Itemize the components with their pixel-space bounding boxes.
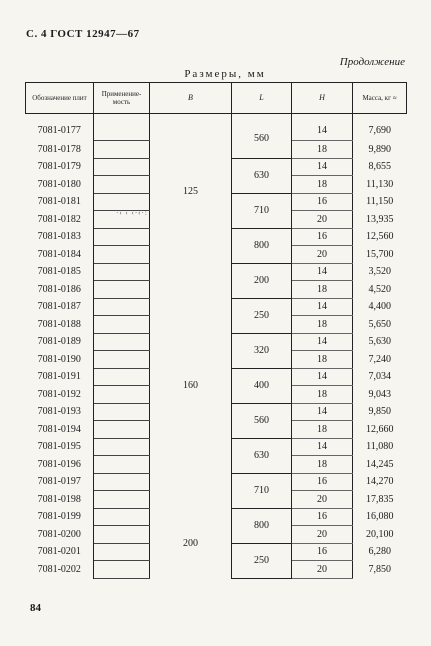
application-cell <box>94 491 150 509</box>
l-value-cell: 400 <box>232 368 292 403</box>
plate-code-cell: 7081-0189 <box>26 333 94 351</box>
application-cell <box>94 526 150 544</box>
l-value-cell: 560 <box>232 114 292 159</box>
plate-code-cell: 7081-0185 <box>26 263 94 281</box>
l-value-cell: 710 <box>232 473 292 508</box>
plate-code-cell: 7081-0179 <box>26 158 94 176</box>
l-value-cell: 710 <box>232 193 292 228</box>
mass-value-cell: 11,080 <box>366 441 394 453</box>
h-value-cell: 16 <box>292 508 353 526</box>
h-value-cell: 18 <box>292 176 353 194</box>
l-value-cell: 250 <box>232 298 292 333</box>
mass-value-cell: 7,690 <box>368 124 391 136</box>
application-cell <box>94 368 150 386</box>
col-b-header: B <box>150 83 232 114</box>
plate-code-cell: 7081-0201 <box>26 543 94 561</box>
application-cell <box>94 456 150 474</box>
mass-value-cell: 16,080 <box>366 511 394 523</box>
plate-code-cell: 7081-0202 <box>26 561 94 579</box>
mass-value-cell: 9,890 <box>368 143 391 155</box>
h-value-cell: 14 <box>292 158 353 176</box>
application-cell <box>94 438 150 456</box>
l-value-cell: 800 <box>232 228 292 263</box>
dimensions-caption: Размеры, мм <box>184 68 266 80</box>
h-value-cell: 18 <box>292 386 353 404</box>
b-value-cell: 160 <box>150 263 232 508</box>
application-cell <box>94 193 150 211</box>
h-value-cell: 14 <box>292 263 353 281</box>
plate-code-cell: 7081-0198 <box>26 491 94 509</box>
l-value-cell: 250 <box>232 543 292 578</box>
h-value-cell: 14 <box>292 438 353 456</box>
mass-value-cell: 5,650 <box>368 318 391 330</box>
mass-value-cell: 20,100 <box>366 528 394 540</box>
application-cell <box>94 298 150 316</box>
col-mass-header: Масса, кг ≈ <box>353 83 407 114</box>
table-row <box>26 263 407 281</box>
application-cell <box>94 561 150 579</box>
b-value-cell: 125 <box>150 114 232 264</box>
mass-value-cell: 4,520 <box>368 283 391 295</box>
stray-mark: ·› ‹ ‹·‹·: <box>116 209 148 217</box>
h-value-cell: 16 <box>292 193 353 211</box>
application-cell <box>94 473 150 491</box>
h-value-cell: 14 <box>292 368 353 386</box>
mass-value-cell: 6,280 <box>368 546 391 558</box>
h-value-cell: 18 <box>292 316 353 334</box>
mass-value-cell: 14,245 <box>366 458 394 470</box>
plate-code-cell: 7081-0181 <box>26 193 94 211</box>
application-cell <box>94 114 150 141</box>
mass-value-cell: 12,560 <box>366 231 394 243</box>
mass-value-cell: 4,400 <box>368 301 391 313</box>
table-header-row <box>26 83 407 114</box>
mass-value-cell: 3,520 <box>368 266 391 278</box>
l-value-cell: 800 <box>232 508 292 543</box>
mass-value-cell: 11,150 <box>366 196 394 208</box>
h-value-cell: 18 <box>292 141 353 159</box>
table-row <box>26 508 407 526</box>
h-value-cell: 18 <box>292 456 353 474</box>
col-application-header: Применение-мость <box>94 83 150 114</box>
continued-label: Продолжение <box>339 56 405 68</box>
l-value-cell: 560 <box>232 403 292 438</box>
plate-code-cell: 7081-0183 <box>26 228 94 246</box>
h-value-cell: 14 <box>292 114 353 141</box>
mass-value-cell: 12,660 <box>366 423 394 435</box>
h-value-cell: 14 <box>292 298 353 316</box>
application-cell <box>94 158 150 176</box>
mass-value-cell: 7,240 <box>368 353 391 365</box>
mass-value-cell: 15,700 <box>366 248 394 260</box>
application-cell <box>94 176 150 194</box>
application-cell <box>94 263 150 281</box>
plate-code-cell: 7081-0180 <box>26 176 94 194</box>
plate-code-cell: 7081-0178 <box>26 141 94 159</box>
h-value-cell: 20 <box>292 491 353 509</box>
h-value-cell: 18 <box>292 351 353 369</box>
application-cell <box>94 246 150 264</box>
plate-code-cell: 7081-0196 <box>26 456 94 474</box>
plate-code-cell: 7081-0186 <box>26 281 94 299</box>
mass-value-cell: 5,630 <box>368 336 391 348</box>
l-value-cell: 630 <box>232 438 292 473</box>
h-value-cell: 20 <box>292 561 353 579</box>
h-value-cell: 16 <box>292 228 353 246</box>
mass-value-cell: 9,043 <box>368 388 391 400</box>
plate-code-cell: 7081-0184 <box>26 246 94 264</box>
mass-value-cell: 14,270 <box>366 476 394 488</box>
application-cell <box>94 508 150 526</box>
plate-code-cell: 7081-0192 <box>26 386 94 404</box>
mass-value-cell: 7,034 <box>368 371 391 383</box>
plate-code-cell: 7081-0188 <box>26 316 94 334</box>
application-cell <box>94 281 150 299</box>
col-l-header: L <box>232 83 292 114</box>
application-cell <box>94 543 150 561</box>
h-value-cell: 16 <box>292 473 353 491</box>
plate-code-cell: 7081-0194 <box>26 421 94 439</box>
application-cell <box>94 333 150 351</box>
application-cell <box>94 421 150 439</box>
plate-code-cell: 7081-0195 <box>26 438 94 456</box>
h-value-cell: 14 <box>292 333 353 351</box>
plate-code-cell: 7081-0197 <box>26 473 94 491</box>
mass-value-cell: 9,850 <box>368 406 391 418</box>
plate-code-cell: 7081-0190 <box>26 351 94 369</box>
l-value-cell: 630 <box>232 158 292 193</box>
application-cell <box>94 316 150 334</box>
application-cell <box>94 228 150 246</box>
l-value-cell: 200 <box>232 263 292 298</box>
b-value-cell: 200 <box>150 508 232 578</box>
page-header: С. 4 ГОСТ 12947—67 <box>26 28 140 40</box>
application-cell <box>94 403 150 421</box>
page-number: 84 <box>30 602 41 614</box>
h-value-cell: 18 <box>292 421 353 439</box>
h-value-cell: 16 <box>292 543 353 561</box>
l-value-cell: 320 <box>232 333 292 368</box>
plate-code-cell: 7081-0200 <box>26 526 94 544</box>
application-cell <box>94 351 150 369</box>
plate-code-cell: 7081-0193 <box>26 403 94 421</box>
h-value-cell: 14 <box>292 403 353 421</box>
h-value-cell: 20 <box>292 246 353 264</box>
plates-table <box>25 82 407 579</box>
plate-code-cell: 7081-0182 <box>26 211 94 229</box>
table-row <box>26 114 407 141</box>
h-value-cell: 20 <box>292 526 353 544</box>
application-cell <box>94 386 150 404</box>
plate-code-cell: 7081-0199 <box>26 508 94 526</box>
plate-code-cell: 7081-0191 <box>26 368 94 386</box>
mass-value-cell: 8,655 <box>368 161 391 173</box>
mass-value-cell: 11,130 <box>366 178 394 190</box>
mass-value-cell: 7,850 <box>368 563 391 575</box>
col-h-header: H <box>292 83 353 114</box>
application-cell <box>94 141 150 159</box>
plate-code-cell: 7081-0187 <box>26 298 94 316</box>
h-value-cell: 18 <box>292 281 353 299</box>
col-code-header: Обозначение плит <box>26 83 94 114</box>
h-value-cell: 20 <box>292 211 353 229</box>
mass-value-cell: 17,835 <box>366 493 394 505</box>
plate-code-cell: 7081-0177 <box>26 114 94 141</box>
mass-value-cell: 13,935 <box>366 213 394 225</box>
